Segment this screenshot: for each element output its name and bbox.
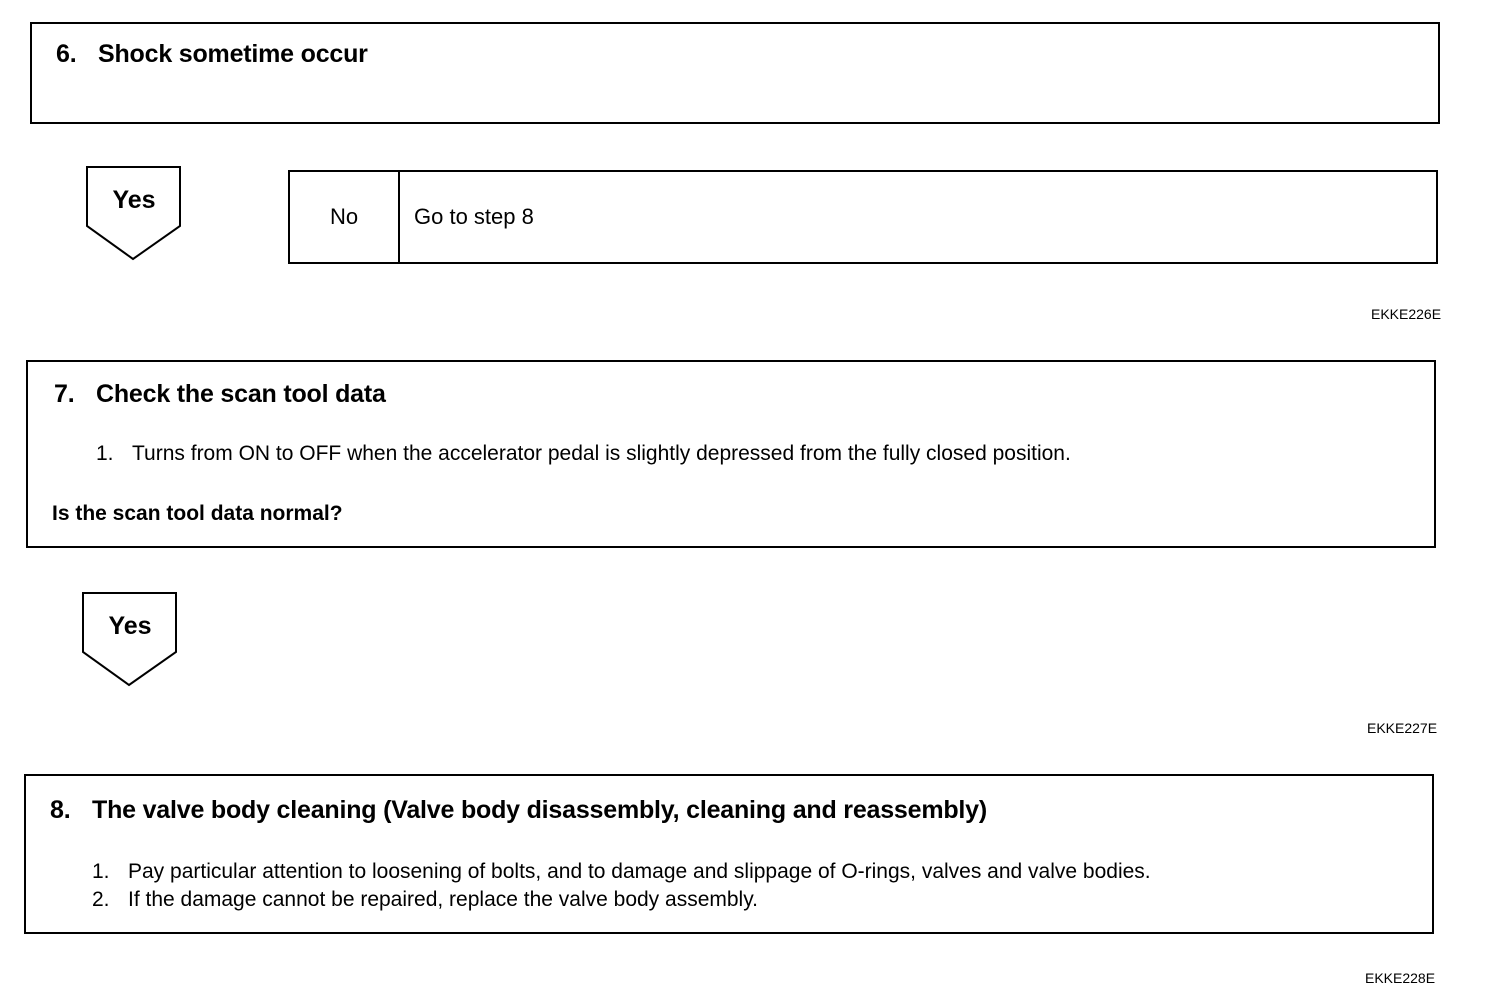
step-8-list-item-2 [92, 888, 758, 912]
step-8-number: 8. [50, 796, 71, 824]
step-6-no-branch [288, 170, 1438, 264]
step-8-item-1-text: Pay particular attention to loosening of bolts, and to damage and slippage of O-rings, valves and valve bodies. [128, 860, 1151, 883]
step-7-item-1-text: Turns from ON to OFF when the accelerator pedal is slightly depressed from the fully closed position. [132, 442, 1071, 465]
step-6-number: 6. [56, 40, 77, 68]
step-6-yes-arrow [86, 166, 182, 262]
step-7-yes-arrow [82, 592, 178, 688]
step-6-no-label: No [290, 172, 400, 262]
step-6-title: Shock sometime occur [98, 40, 368, 68]
step-6-no-action: Go to step 8 [414, 204, 534, 229]
step-7-yes-label: Yes [108, 612, 152, 640]
step-8-title: The valve body cleaning (Valve body disassembly, cleaning and reassembly) [92, 796, 988, 824]
step-6-heading [56, 40, 368, 69]
step-7-question: Is the scan tool data normal? [52, 502, 343, 525]
step-8-box [24, 774, 1434, 934]
step-7-list-item-1 [96, 442, 1071, 466]
step-7-title: Check the scan tool data [96, 380, 386, 408]
step-8-item-2-text: If the damage cannot be repaired, replace the valve body assembly. [128, 888, 758, 911]
step-7-box [26, 360, 1436, 548]
step-8-item-2-number: 2. [92, 888, 110, 911]
step-8-figure-code: EKKE228E [1365, 970, 1436, 986]
step-7-item-1-number: 1. [96, 442, 114, 465]
step-6-box [30, 22, 1440, 124]
step-7-heading [54, 380, 386, 409]
step-6-yes-label: Yes [112, 186, 156, 214]
step-6-figure-code: EKKE226E [1371, 306, 1442, 322]
step-8-item-1-number: 1. [92, 860, 110, 883]
step-7-figure-code: EKKE227E [1367, 720, 1438, 736]
step-8-heading [50, 796, 987, 825]
step-7-number: 7. [54, 380, 75, 408]
step-8-list-item-1 [92, 860, 1151, 884]
